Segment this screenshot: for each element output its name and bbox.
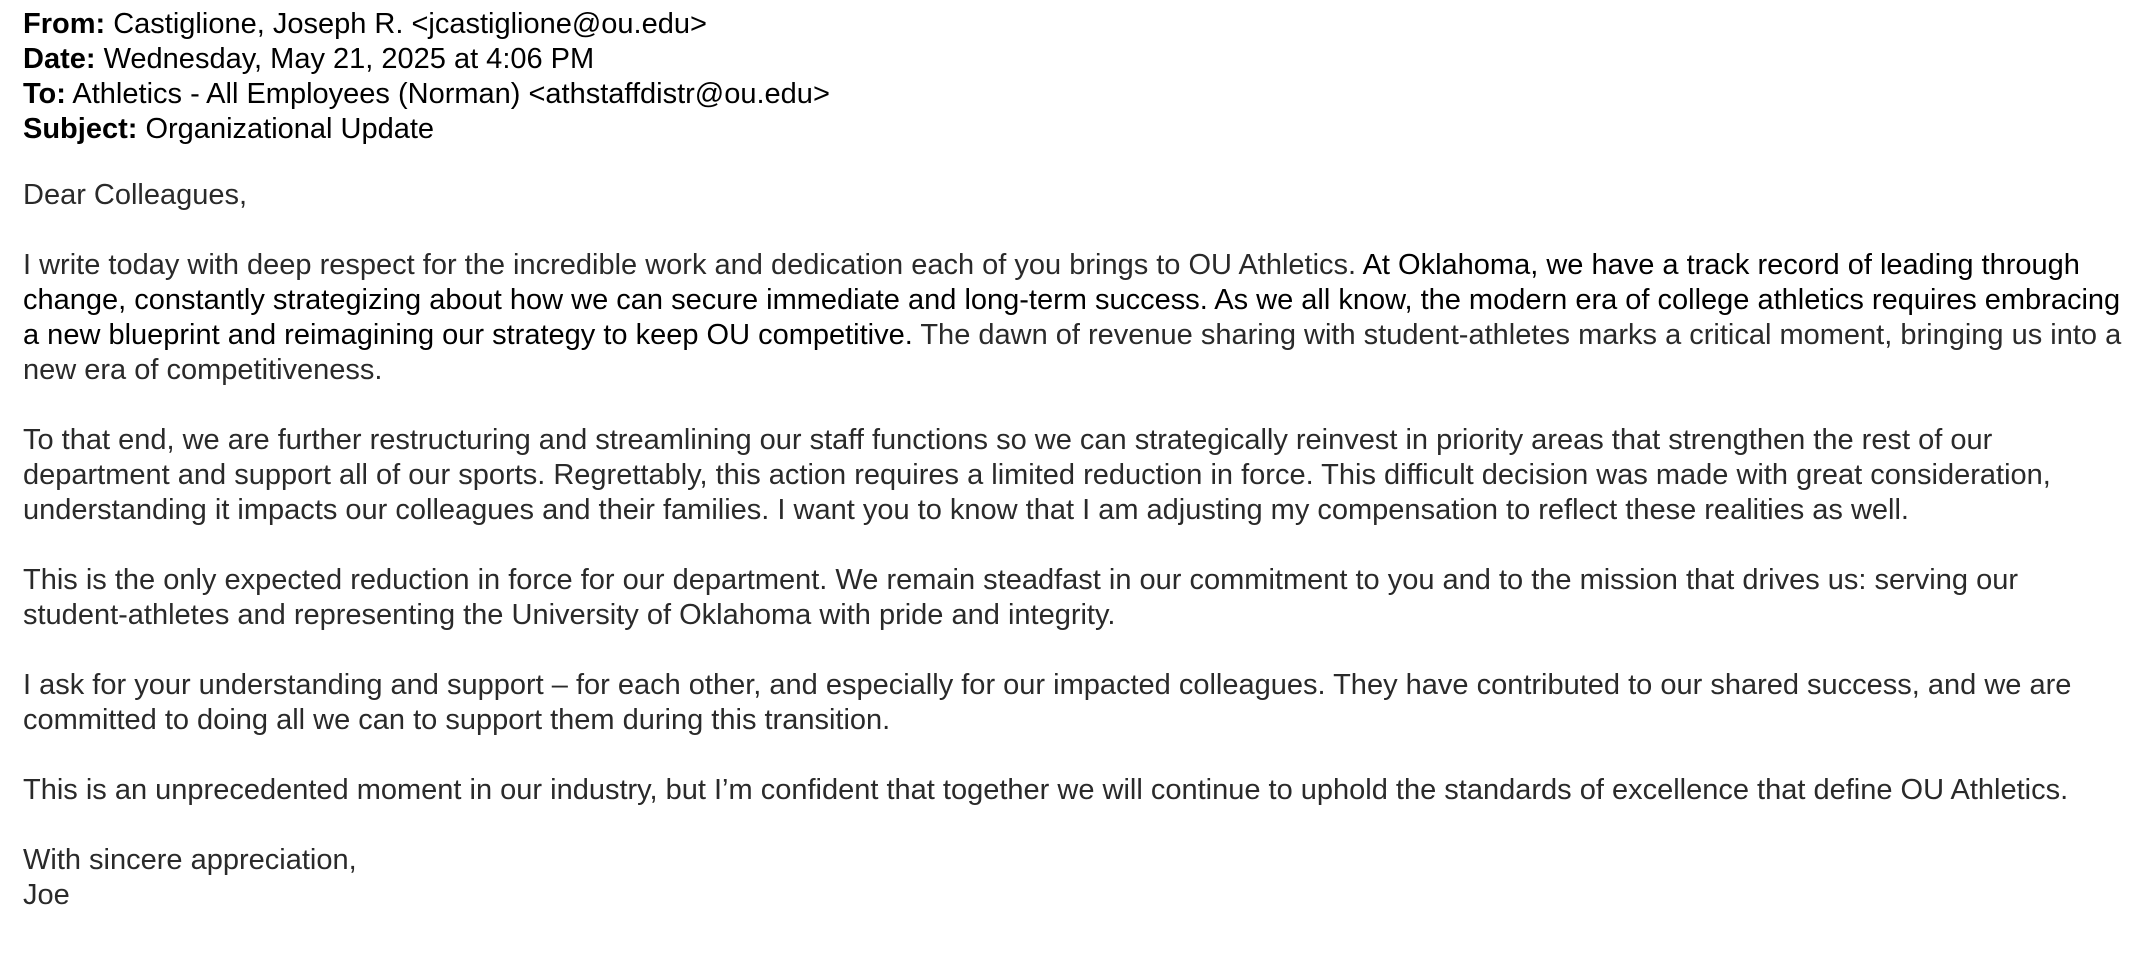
paragraph-1-part-c: The dawn of revenue sharing with student-athletes marks a critical moment, bringing us into a new era of competitiveness. bbox=[23, 319, 2122, 386]
greeting: Dear Colleagues, bbox=[23, 179, 248, 211]
email-body bbox=[23, 178, 2130, 913]
date-value: Wednesday, May 21, 2025 at 4:06 PM bbox=[103, 43, 595, 75]
paragraph-2: To that end, we are further restructuring and streamlining our staff functions so we can strategically reinvest in priority areas that strengthen the rest of our department and support all of our sports. Regrettably, this action requires a limited reduction in force. This difficult decision was made with great consideration, understanding it impacts our colleagues and their families. I want you to know that I am adjusting my compensation to reflect these realities as well. bbox=[23, 424, 2051, 526]
from-label: From: bbox=[23, 8, 106, 40]
from-line bbox=[23, 7, 2130, 42]
paragraph-1-part-b: At Oklahoma, we have a track record of leading through change, constantly strategizing about how we can secure immediate and long-term success. As we all know, the modern era of college athletics requires embracing a new blueprint and reimagining our strategy to keep OU competitive. bbox=[23, 249, 2121, 351]
subject-label: Subject: bbox=[23, 113, 138, 145]
paragraph-3: This is the only expected reduction in force for our department. We remain steadfast in our commitment to you and to the mission that drives us: serving our student-athletes and representing the University of Oklahoma with pride and integrity. bbox=[23, 564, 2018, 631]
email-header bbox=[23, 7, 2130, 147]
paragraph-1-part-a: I write today with deep respect for the incredible work and dedication each of you brings to OU Athletics. bbox=[23, 249, 1363, 281]
paragraph-5: This is an unprecedented moment in our industry, but I’m confident that together we will continue to uphold the standards of excellence that define OU Athletics. bbox=[23, 774, 2069, 806]
subject-value: Organizational Update bbox=[145, 113, 435, 145]
subject-line bbox=[23, 112, 2130, 147]
paragraph-1 bbox=[23, 248, 2130, 388]
signature: Joe bbox=[23, 879, 70, 911]
from-value[interactable]: Castiglione, Joseph R. <jcastiglione@ou.edu> bbox=[113, 8, 707, 40]
signoff bbox=[23, 843, 2130, 913]
date-label: Date: bbox=[23, 43, 96, 75]
to-line bbox=[23, 77, 2130, 112]
paragraph-4: I ask for your understanding and support – for each other, and especially for our impacted colleagues. They have contributed to our shared success, and we are committed to doing all we can to support them during this transition. bbox=[23, 669, 2072, 736]
to-value[interactable]: Athletics - All Employees (Norman) <athstaffdistr@ou.edu> bbox=[72, 78, 830, 110]
date-line bbox=[23, 42, 2130, 77]
closing: With sincere appreciation, bbox=[23, 844, 357, 876]
to-label: To: bbox=[23, 78, 66, 110]
